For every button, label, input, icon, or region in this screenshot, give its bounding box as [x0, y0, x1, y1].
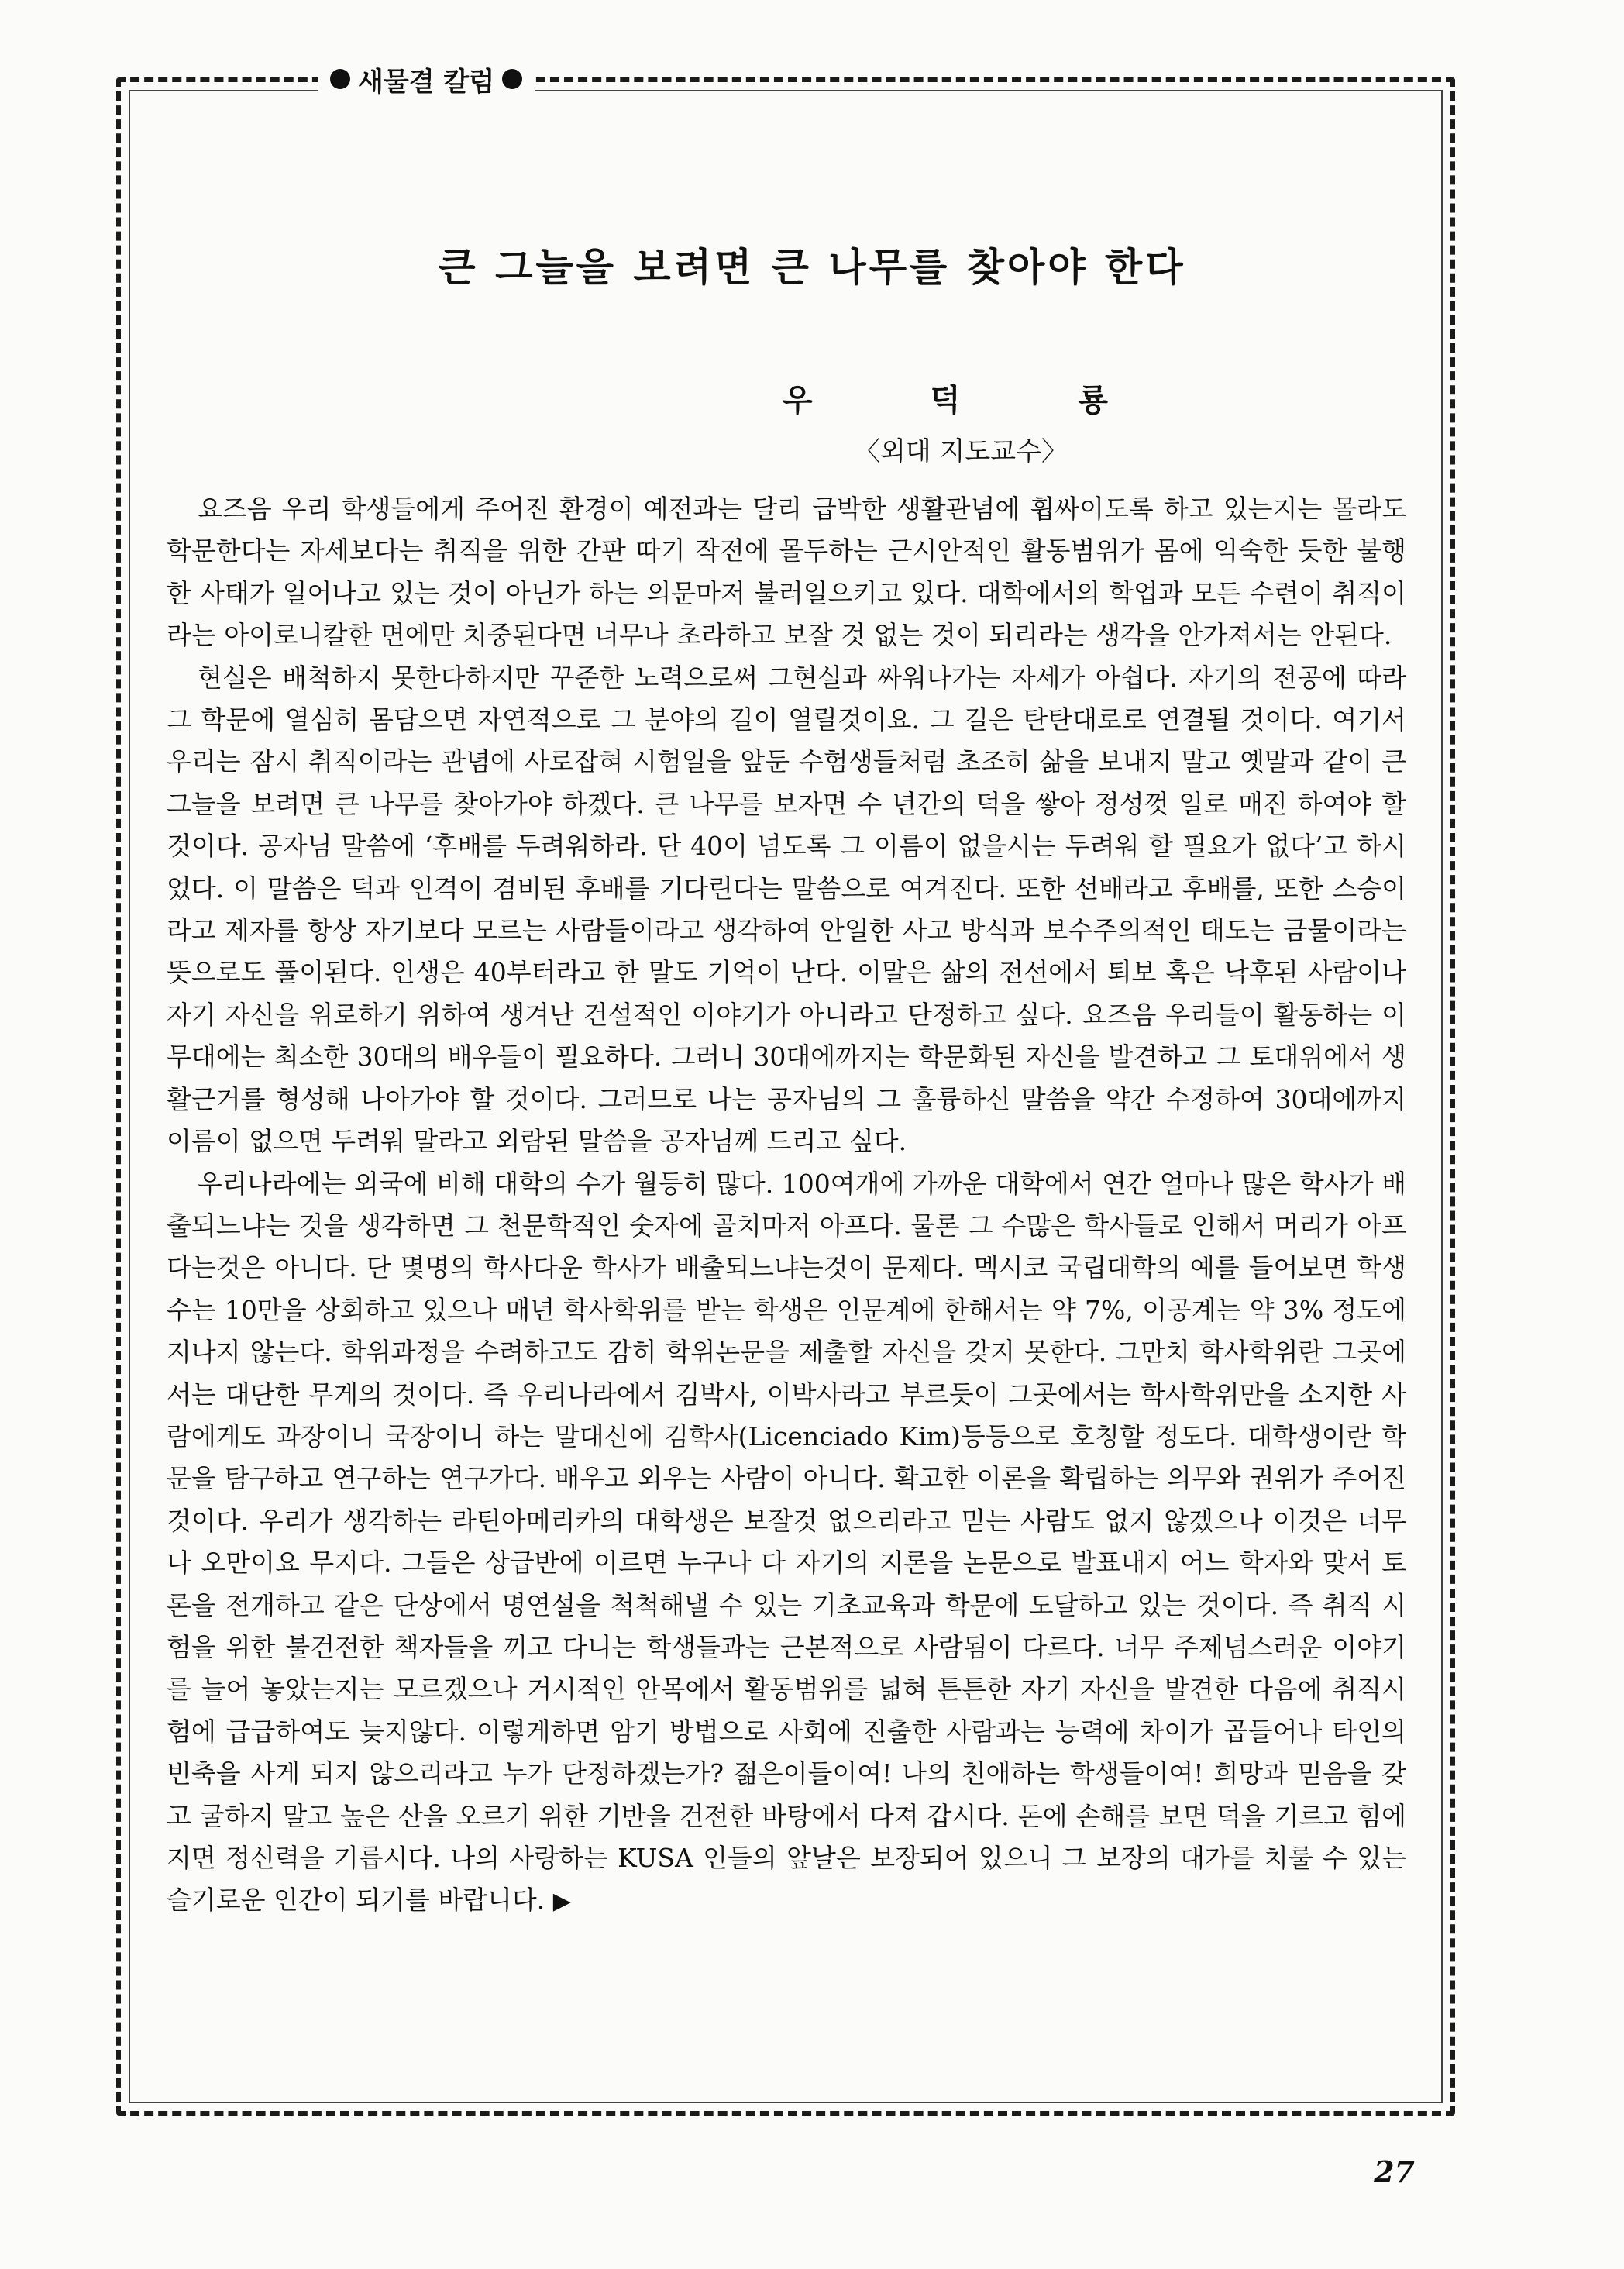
article-title: 큰 그늘을 보려면 큰 나무를 찾아야 한다: [438, 244, 1186, 290]
paragraph-text: 우리나라에는 외국에 비해 대학의 수가 월등히 많다. 100여개에 가까운 대학에서 연간 얼마나 많은 학사가 배출되느냐는 것을 생각하면 그 천문학적인 숫자에 골치마저 아프다. 물론 그 수많은 학사들로 인해서 머리가 아프다는것은 아니다. 단 몇명의 학사다운 학사가 배출되느냐는것이 문제다. 멕시코 국립대학의 예를 들어보면 학생수는 10만을 상회하고 있으나 매년 학사학위를 받는 학생은 인문계에 한해서는 약 7%, 이공계는 약 3% 정도에 지나지 않는다. 학위과정을 수려하고도 감히 학위논문을 제출할 자신을 갖지 못한다. 그만치 학사학위란 그곳에서는 대단한 무게의 것이다. 즉 우리나라에서 김박사, 이박사라고 부르듯이 그곳에서는 학사학위만을 소지한 사람에게도 과장이니 국장이니 하는 말대신에 김학사(Licenciado Kim)등등으로 호칭할 정도다. 대학생이란 학문을 탐구하고 연구하는 연구가다. 배우고 외우는 사람이 아니다. 확고한 이론을 확립하는 의무와 권위가 주어진 것이다. 우리가 생각하는 라틴아메리카의 대학생은 보잘것 없으리라고 믿는 사람도 없지 않겠으나 이것은 너무나 오만이요 무지다. 그들은 상급반에 이르면 누구나 다 자기의 지론을 논문으로 발표내지 어느 학자와 맞서 토론을 전개하고 같은 단상에서 명연설을 척척해낼 수 있는 기초교육과 학문에 도달하고 있는 것이다. 즉 취직 시험을 위한 불건전한 책자들을 끼고 다니는 학생들과는 근본적으로 사람됨이 다르다. 너무 주제넘스러운 이야기를 늘어 놓았는지는 모르겠으나 거시적인 안목에서 활동범위를 넓혀 튼튼한 자기 자신을 발견한 다음에 취직시험에 급급하여도 늦지않다. 이렇게하면 암기 방법으로 사회에 진출한 사람과는 능력에 차이가 곱들어나 타인의 빈축을 사게 되지 않으리라고 누가 단정하겠는가? 젊은이들이여! 나의 친애하는 학생들이여! 희망과 믿음을 갖고 굴하지 말고 높은 산을 오르기 위한 기반을 건전한 바탕에서 다져 갑시다. 돈에 손해를 보면 덕을 기르고 힘에 지면 정신력을 기릅시다. 나의 사랑하는 KUSA 인들의 앞날은 보장되어 있으니 그 보장의 대가를 치룰 수 있는 슬기로운 인간이 되기를 바랍니다.: [167, 1168, 1406, 1916]
page-number: 27: [1374, 2154, 1415, 2189]
end-mark-icon: ▶: [552, 1888, 571, 1916]
bullet-icon: [502, 69, 522, 89]
paragraph: [167, 1163, 1406, 1923]
author-affiliation: 〈외대 지도교수〉: [854, 436, 1068, 467]
column-name: 새물결 칼럼: [358, 66, 495, 98]
paragraph: 요즈음 우리 학생들에게 주어진 환경이 예전과는 달리 급박한 생활관념에 휩싸이도록 하고 있는지는 몰라도 학문한다는 자세보다는 취직을 위한 간판 따기 작전에 몰두하는 근시안적인 활동범위가 몸에 익숙한 듯한 불행한 사태가 일어나고 있는 것이 아닌가 하는 의문마저 불러일으키고 있다. 대학에서의 학업과 모든 수련이 취직이라는 아이로니칼한 면에만 치중된다면 너무나 초라하고 보잘 것 없는 것이 되리라는 생각을 안가져서는 안된다.: [167, 494, 1406, 651]
author-char: 덕: [930, 382, 961, 418]
article-body: [167, 488, 1406, 1923]
column-header: [318, 59, 535, 99]
author-char: 룡: [1078, 382, 1108, 418]
author-name: [783, 376, 1108, 420]
author-char: 우: [783, 382, 813, 418]
paragraph: 현실은 배척하지 못한다하지만 꾸준한 노력으로써 그현실과 싸워나가는 자세가 아쉽다. 자기의 전공에 따라 그 학문에 열심히 몸담으면 자연적으로 그 분야의 길이 열릴것이요. 그 길은 탄탄대로로 연결될 것이다. 여기서 우리는 잠시 취직이라는 관념에 사로잡혀 시험일을 앞둔 수험생들처럼 초조히 삶을 보내지 말고 옛말과 같이 큰 그늘을 보려면 큰 나무를 찾아가야 하겠다. 큰 나무를 보자면 수 년간의 덕을 쌓아 정성껏 일로 매진 하여야 할 것이다. 공자님 말씀에 ‘후배를 두려워하라. 단 40이 넘도록 그 이름이 없을시는 두려워 할 필요가 없다’고 하시었다. 이 말씀은 덕과 인격이 겸비된 후배를 기다린다는 말씀으로 여겨진다. 또한 선배라고 후배를, 또한 스승이라고 제자를 항상 자기보다 모르는 사람들이라고 생각하여 안일한 사고 방식과 보수주의적인 태도는 금물이라는 뜻으로도 풀이된다. 인생은 40부터라고 한 말도 기억이 난다. 이말은 삶의 전선에서 퇴보 혹은 낙후된 사람이나 자기 자신을 위로하기 위하여 생겨난 건설적인 이야기가 아니라고 단정하고 싶다. 요즈음 우리들이 활동하는 이 무대에는 최소한 30대의 배우들이 필요하다. 그러니 30대에까지는 학문화된 자신을 발견하고 그 토대위에서 생활근거를 형성해 나아가야 할 것이다. 그러므로 나는 공자님의 그 훌륭하신 말씀을 약간 수정하여 30대에까지 이름이 없으면 두려워 말라고 외람된 말씀을 공자님께 드리고 싶다.: [167, 662, 1406, 1157]
bullet-icon: [330, 69, 350, 89]
